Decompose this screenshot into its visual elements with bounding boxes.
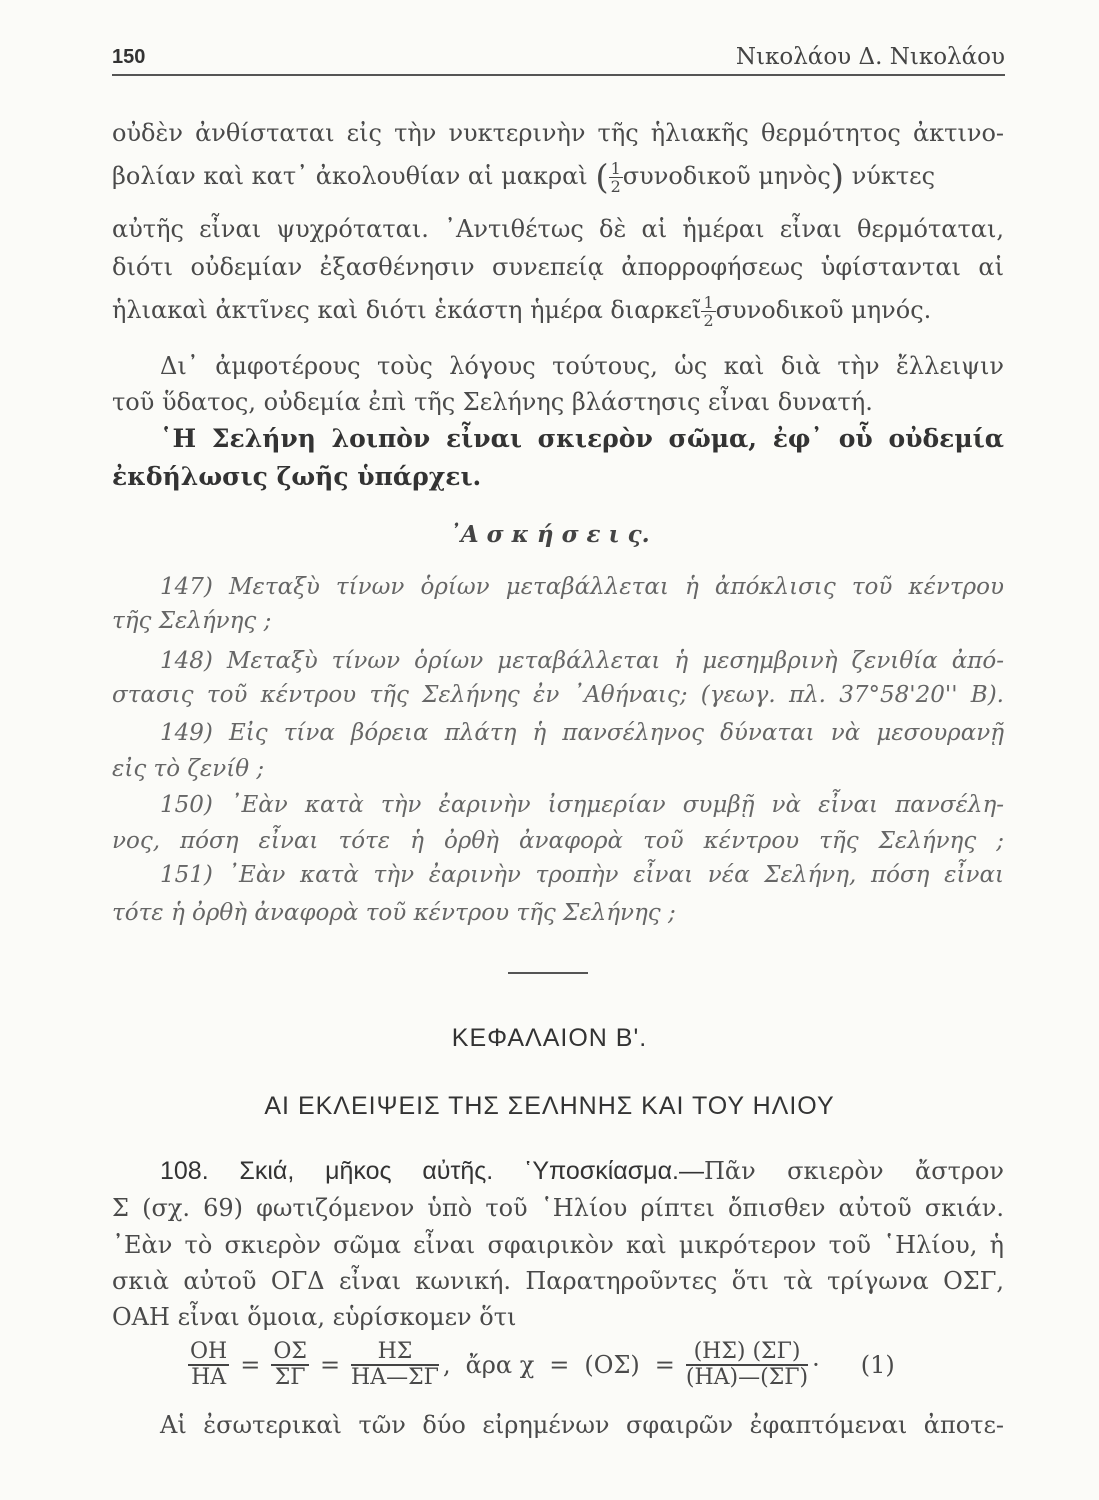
text-line: ᾿Εὰν τὸ σκιερὸν σῶμα εἶναι σφαιρικὸν καὶ μικρότερον τοῦ ῾Ηλίου, ἡ (112, 1231, 1004, 1259)
text-line: οὐδὲν ἀνθίσταται εἰς τὴν νυκτερινὴν τῆς ἡλιακῆς θερμότητος ἀκτινο- (112, 119, 1004, 147)
exercise-line: 151) ᾿Εὰν κατὰ τὴν ἐαρινὴν τροπὴν εἶναι νέα Σελήνη, πόση εἶναι (160, 862, 1004, 888)
running-head: Νικολάου Δ. Νικολάου (735, 44, 1005, 70)
eq-denominator: ΗΑ (191, 1365, 227, 1390)
exercises-heading: ᾿Α σ κ ή σ ε ι ς. (449, 521, 650, 548)
eq-ara: ἄρα χ (465, 1351, 535, 1379)
exercise-line: στασις τοῦ κέντρου τῆς Σελήνης ἐν ᾿Αθήναις; (γεωγ. πλ. 37°58'20'' Β). (112, 682, 1004, 708)
eq-denominator: ΣΓ (274, 1365, 306, 1390)
page-header (112, 44, 1005, 76)
text-line: σκιὰ αὐτοῦ ΟΓΔ εἶναι κωνική. Παρατηροῦντες ὅτι τὰ τρίγωνα ΟΣΓ, (112, 1267, 1004, 1295)
fraction-half (609, 160, 623, 195)
text-line: Σ (σχ. 69) φωτιζόμενον ὑπὸ τοῦ ῾Ηλίου ρίπτει ὄπισθεν αὐτοῦ σκιάν. (112, 1194, 1004, 1222)
fraction-denominator: 2 (610, 177, 621, 196)
eq-numerator: (ΗΣ) (ΣΓ) (686, 1340, 808, 1366)
exercise-line: τότε ἡ ὀρθὴ ἀναφορὰ τοῦ κέντρου τῆς Σελήνης ; (112, 900, 676, 926)
text-segment: βολίαν καὶ κατ᾽ ἀκολουθίαν αἱ μακραὶ (112, 162, 588, 190)
text-segment: νύκτες (851, 162, 936, 190)
exercise-line: 149) Εἰς τίνα βόρεια πλάτη ἡ πανσέληνος δύναται νὰ μεσουρανῇ (160, 720, 1004, 746)
text-line: ΟΑΗ εἶναι ὅμοια, εὑρίσκομεν ὅτι (112, 1303, 517, 1331)
chapter-title: ΑΙ ΕΚΛΕΙΨΕΙΣ ΤΗΣ ΣΕΛΗΝΗΣ ΚΑΙ ΤΟΥ ΗΛΙΟΥ (264, 1092, 835, 1120)
equation (188, 1340, 948, 1400)
text-line-with-fraction (112, 157, 1004, 198)
chapter-label: ΚΕΦΑΛΑΙΟΝ Β'. (451, 1024, 648, 1052)
eq-denominator: (ΗΑ)—(ΣΓ) (685, 1365, 809, 1390)
eq-equals: = (654, 1351, 675, 1379)
text-line: Δι᾽ ἀμφοτέρους τοὺς λόγους τούτους, ὡς καὶ διὰ τὴν ἔλλειψιν (160, 352, 1004, 380)
exercise-line: 147) Μεταξὺ τίνων ὁρίων μεταβάλλεται ἡ ἀπόκλισις τοῦ κέντρου (160, 574, 1004, 600)
eq-fraction (686, 1340, 808, 1390)
section-divider (508, 972, 588, 974)
eq-equals: = (549, 1351, 570, 1379)
text-line: αὐτῆς εἶναι ψυχρόταται. ᾿Αντιθέτως δὲ αἱ ἡμέραι εἶναι θερμόταται, (112, 215, 1004, 243)
eq-dot: · (812, 1351, 820, 1379)
exercise-line: 150) ᾿Εὰν κατὰ τὴν ἐαρινὴν ἰσημερίαν συμβῇ νὰ εἶναι πανσέλη- (160, 792, 1004, 818)
text-line-with-fraction (112, 294, 1004, 329)
eq-numerator: ΗΣ (351, 1340, 439, 1366)
text-line: Αἱ ἐσωτερικαὶ τῶν δύο εἰρημένων σφαιρῶν ἐφαπτόμεναι ἀποτε- (160, 1411, 1004, 1439)
paren-close: ) (830, 157, 845, 198)
text-segment: συνοδικοῦ μηνὸς (622, 162, 831, 190)
eq-comma: , (442, 1351, 451, 1379)
eq-numerator: ΟΗ (190, 1339, 228, 1364)
text-line: διότι οὐδεμίαν ἐξασθένησιν συνεπείᾳ ἀπορροφήσεως ὑφίστανται αἱ (112, 253, 1004, 281)
exercise-line: 148) Μεταξὺ τίνων ὁρίων μεταβάλλεται ἡ μεσημβρινὴ ζενιθία ἀπό- (160, 648, 1004, 674)
eq-numerator: ΟΣ (273, 1339, 307, 1364)
section-heading: 108. Σκιά, μῆκος αὐτῆς. ῾Υποσκίασμα.— (160, 1157, 704, 1185)
exercise-line: εἰς τὸ ζενίθ ; (112, 756, 265, 782)
text-line: τοῦ ὕδατος, οὐδεμία ἐπὶ τῆς Σελήνης βλάστησις εἶναι δυνατή. (112, 388, 873, 416)
paren-open: ( (595, 157, 609, 198)
eq-fraction (271, 1340, 309, 1390)
text-segment: Πᾶν σκιερὸν ἄστρον (703, 1157, 1005, 1185)
eq-number: (1) (860, 1351, 895, 1379)
fraction-numerator: 1 (703, 293, 714, 312)
exercise-line: νος, πόση εἶναι τότε ἡ ὀρθὴ ἀναφορὰ τοῦ κέντρου τῆς Σελήνης ; (112, 828, 1004, 854)
eq-equals: = (240, 1351, 261, 1379)
section-first-line (160, 1156, 1004, 1186)
fraction-numerator: 1 (610, 159, 621, 178)
exercise-line: τῆς Σελήνης ; (112, 608, 272, 634)
page-number: 150 (112, 46, 146, 68)
bold-text-line: ἐκδήλωσις ζωῆς ὑπάρχει. (112, 462, 482, 491)
text-segment: συνοδικοῦ μηνός. (715, 296, 932, 324)
fraction-half (701, 294, 715, 329)
eq-os: (ΟΣ) (584, 1351, 640, 1379)
bold-text-line: ῾Η Σελήνη λοιπὸν εἶναι σκιερὸν σῶμα, ἐφ᾽ οὗ οὐδεμία (160, 424, 1004, 453)
eq-denominator: ΗΑ—ΣΓ (351, 1365, 439, 1390)
eq-fraction (188, 1340, 229, 1390)
eq-equals: = (319, 1351, 341, 1379)
text-segment: ἡλιακαὶ ἀκτῖνες καὶ διότι ἑκάστη ἡμέρα διαρκεῖ (112, 296, 702, 324)
fraction-denominator: 2 (703, 311, 714, 330)
eq-fraction (351, 1340, 439, 1390)
